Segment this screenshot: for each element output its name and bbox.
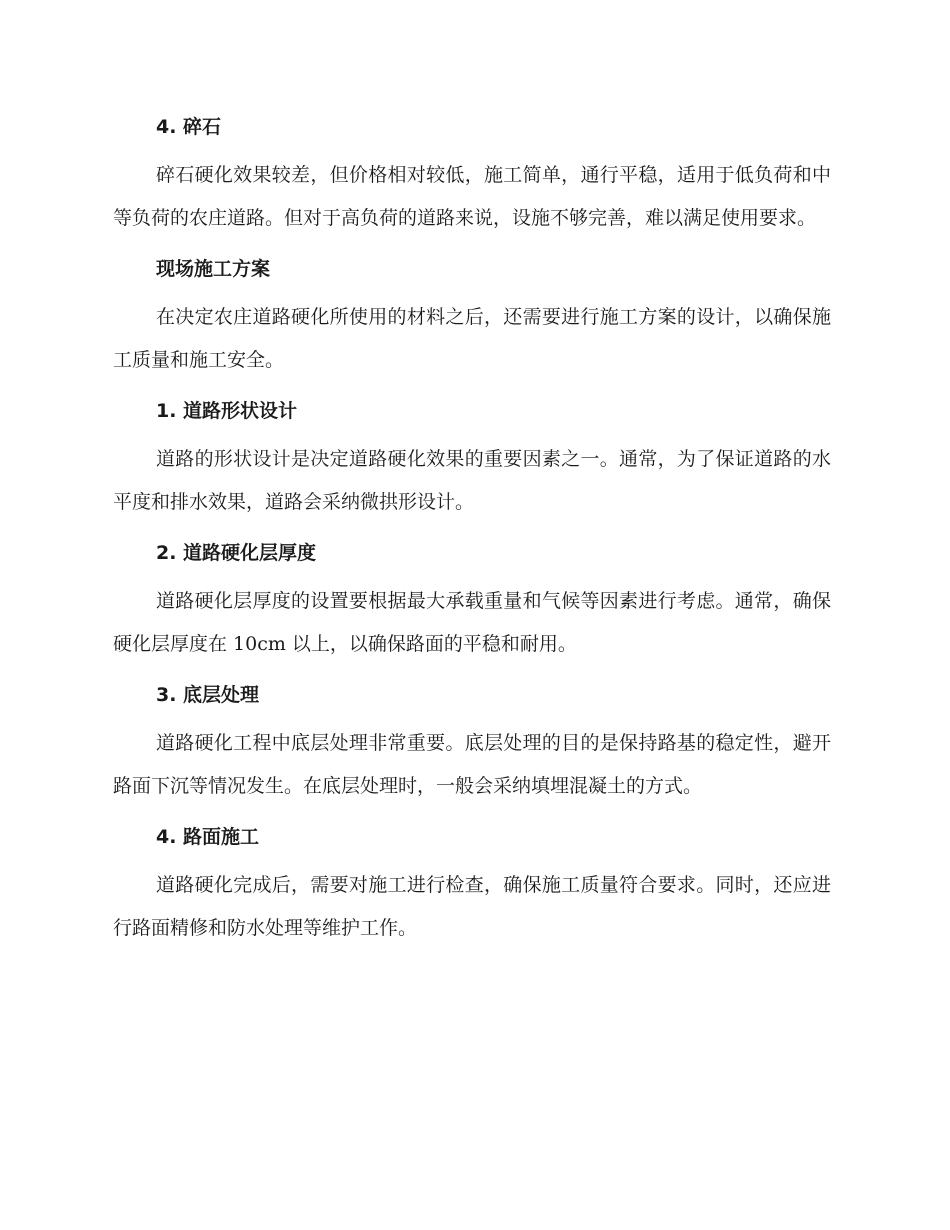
- section-paragraph-gravel: 碎石硬化效果较差，但价格相对较低，施工简单，通行平稳，适用于低负荷和中等负荷的农庄道路。但对于高负荷的道路来说，设施不够完善，难以满足使用要求。: [113, 164, 831, 229]
- section-heading-gravel: 4. 碎石: [156, 116, 222, 138]
- section-paragraph-road-shape: 道路的形状设计是决定道路硬化效果的重要因素之一。通常，为了保证道路的水平度和排水效果，道路会采纳微拱形设计。: [113, 448, 831, 513]
- section-paragraph-layer-thickness: 道路硬化层厚度的设置要根据最大承载重量和气候等因素进行考虑。通常，确保硬化层厚度在 10cm 以上，以确保路面的平稳和耐用。: [113, 590, 831, 655]
- section-heading-pavement: 4. 路面施工: [156, 826, 260, 848]
- section-paragraph-pavement: 道路硬化完成后，需要对施工进行检查，确保施工质量符合要求。同时，还应进行路面精修和防水处理等维护工作。: [113, 874, 831, 939]
- section-heading-layer-thickness: 2. 道路硬化层厚度: [156, 542, 317, 564]
- section-paragraph-base-treatment: 道路硬化工程中底层处理非常重要。底层处理的目的是保持路基的稳定性，避开路面下沉等情况发生。在底层处理时，一般会采纳填埋混凝土的方式。: [113, 732, 831, 797]
- document-body: [113, 108, 831, 950]
- section-heading-road-shape: 1. 道路形状设计: [156, 400, 298, 422]
- section-heading-site-plan: 现场施工方案: [156, 258, 271, 280]
- section-heading-base-treatment: 3. 底层处理: [156, 684, 260, 706]
- section-paragraph-site-plan: 在决定农庄道路硬化所使用的材料之后，还需要进行施工方案的设计，以确保施工质量和施工安全。: [113, 306, 831, 371]
